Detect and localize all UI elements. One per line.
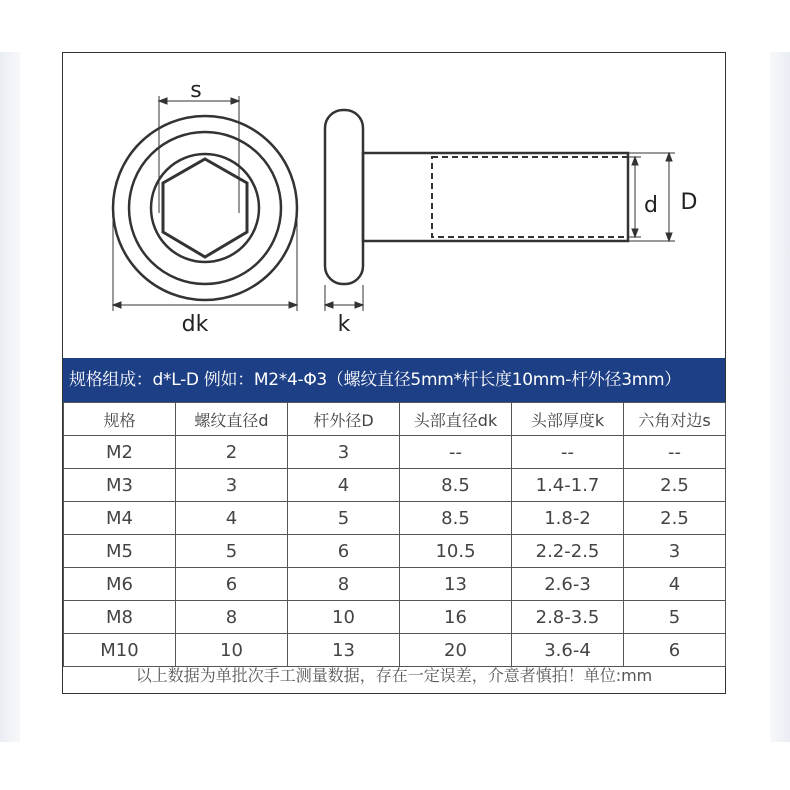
cell-D: 13 <box>288 634 400 667</box>
cell-D: 10 <box>288 601 400 634</box>
measurement-note: 以上数据为单批次手工测量数据，存在一定误差，介意者慎拍！单位:mm <box>135 666 653 685</box>
cell-s: 6 <box>624 634 726 667</box>
cell-k: 1.4-1.7 <box>512 469 624 502</box>
cell-spec: M4 <box>64 502 176 535</box>
cell-d: 3 <box>176 469 288 502</box>
cell-k: 2.2-2.5 <box>512 535 624 568</box>
spec-card <box>62 52 726 694</box>
head-top-view <box>113 116 297 300</box>
cell-spec: M8 <box>64 601 176 634</box>
table-row <box>64 535 726 568</box>
header-shaft-diameter: 杆外径D <box>288 403 400 436</box>
header-spec: 规格 <box>64 403 176 436</box>
table-row <box>64 502 726 535</box>
screw-diagram <box>63 53 725 358</box>
cell-k: 2.6-3 <box>512 568 624 601</box>
cell-spec: M5 <box>64 535 176 568</box>
cell-s: 3 <box>624 535 726 568</box>
cell-d: 4 <box>176 502 288 535</box>
table-row <box>64 436 726 469</box>
cell-D: 3 <box>288 436 400 469</box>
dimension-k <box>325 285 363 311</box>
left-edge-shadow <box>0 52 20 742</box>
label-D: D <box>680 190 698 215</box>
cell-spec: M10 <box>64 634 176 667</box>
cell-d: 6 <box>176 568 288 601</box>
cell-dk: 8.5 <box>400 502 512 535</box>
cell-dk: 16 <box>400 601 512 634</box>
label-k: k <box>337 312 351 337</box>
cell-D: 4 <box>288 469 400 502</box>
cell-dk: 20 <box>400 634 512 667</box>
table-row <box>64 601 726 634</box>
cell-s: 2.5 <box>624 502 726 535</box>
cell-D: 6 <box>288 535 400 568</box>
cell-s: 2.5 <box>624 469 726 502</box>
cell-d: 8 <box>176 601 288 634</box>
cell-k: 1.8-2 <box>512 502 624 535</box>
right-edge-shadow <box>770 52 790 742</box>
cell-spec: M2 <box>64 436 176 469</box>
cell-dk: 13 <box>400 568 512 601</box>
cell-k: 3.6-4 <box>512 634 624 667</box>
label-s: s <box>190 78 202 103</box>
spec-table <box>63 402 726 667</box>
cell-s: 5 <box>624 601 726 634</box>
dimension-d <box>628 157 641 237</box>
cell-dk: -- <box>400 436 512 469</box>
header-hex-width: 六角对边s <box>624 403 726 436</box>
header-head-thickness: 头部厚度k <box>512 403 624 436</box>
table-row <box>64 469 726 502</box>
label-d: d <box>644 193 658 218</box>
cell-d: 2 <box>176 436 288 469</box>
cell-d: 10 <box>176 634 288 667</box>
spec-format-banner: 规格组成：d*L-D 例如：M2*4-Φ3（螺纹直径5mm*杆长度10mm-杆外径3mm） <box>63 358 725 402</box>
label-dk: dk <box>181 312 209 337</box>
cell-d: 5 <box>176 535 288 568</box>
cell-s: -- <box>624 436 726 469</box>
cell-dk: 10.5 <box>400 535 512 568</box>
cell-spec: M6 <box>64 568 176 601</box>
table-header-row <box>64 403 726 436</box>
cell-k: 2.8-3.5 <box>512 601 624 634</box>
cell-s: 4 <box>624 568 726 601</box>
cell-dk: 8.5 <box>400 469 512 502</box>
cell-k: -- <box>512 436 624 469</box>
cell-spec: M3 <box>64 469 176 502</box>
cell-D: 5 <box>288 502 400 535</box>
cell-D: 8 <box>288 568 400 601</box>
screw-side-view <box>325 110 628 284</box>
header-head-diameter: 头部直径dk <box>400 403 512 436</box>
header-thread-diameter: 螺纹直径d <box>176 403 288 436</box>
table-row <box>64 568 726 601</box>
